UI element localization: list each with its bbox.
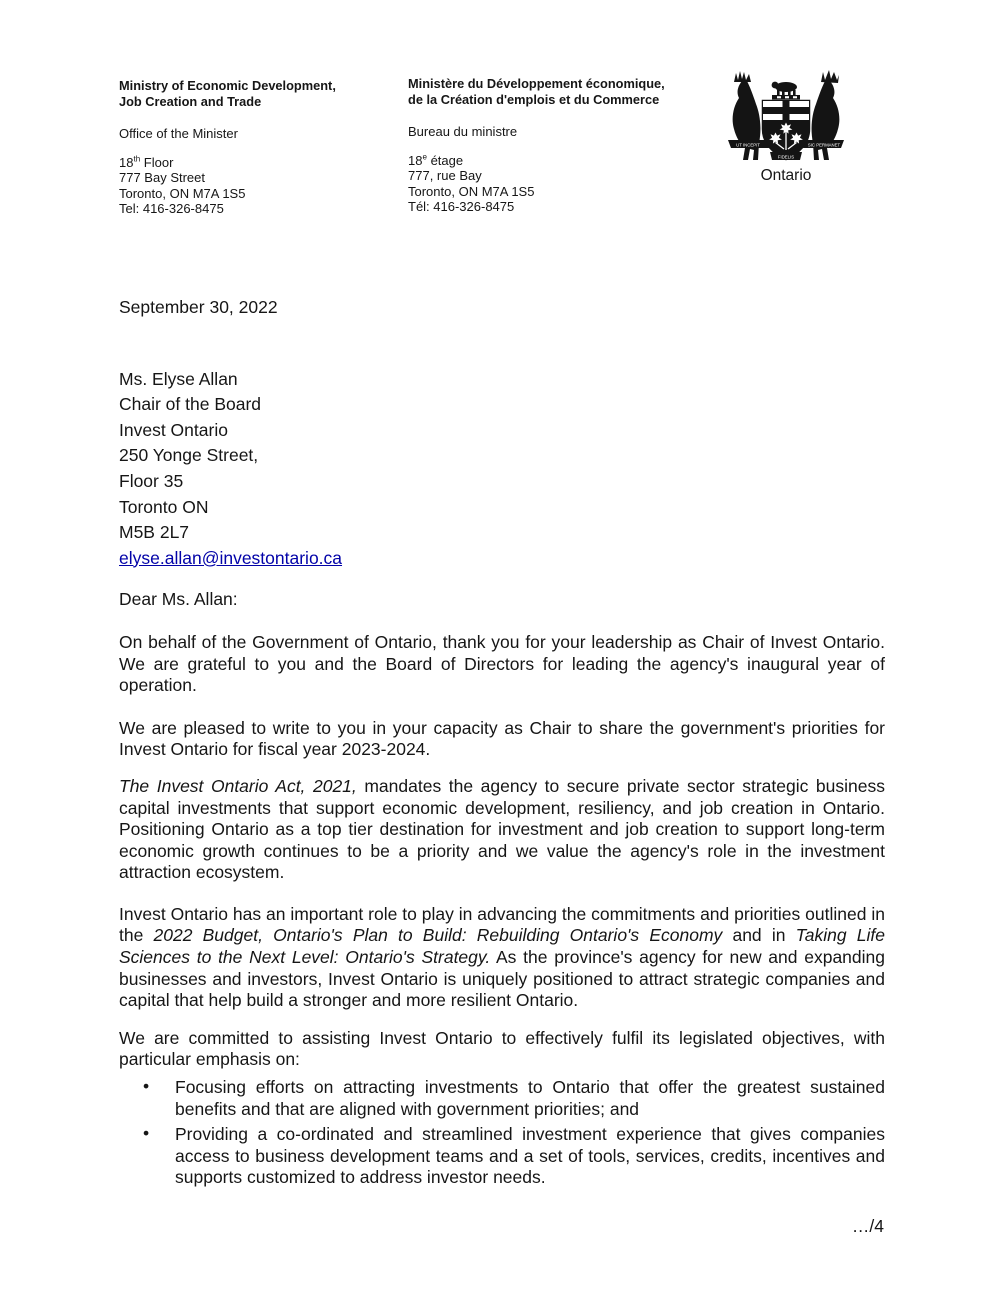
recipient-postal-code: M5B 2L7 bbox=[119, 522, 190, 543]
list-item bbox=[119, 1124, 885, 1189]
recipient-city: Toronto ON bbox=[119, 496, 209, 517]
ontario-coat-of-arms-icon bbox=[725, 68, 847, 186]
priority-bullet-list bbox=[119, 1077, 885, 1189]
paragraph-mandate: The Invest Ontario Act, 2021, mandates the agency to secure private sector strategic business capital investments that support economic development, resiliency, and job creation in Ontario. Positioning Ontario as a top tier destination for investment and job creation to support long-term economic growth continues to be a priority and we value the agency's role in the investment attraction ecosystem. bbox=[119, 775, 885, 883]
shield bbox=[763, 101, 809, 159]
ministry-name-en-line1: Ministry of Economic Development, bbox=[119, 78, 336, 93]
bullet-icon: • bbox=[143, 1123, 150, 1144]
motto-right-text: SIC PERMANET bbox=[807, 142, 841, 148]
office-street-en: 777 Bay Street bbox=[119, 170, 205, 185]
recipient-title: Chair of the Board bbox=[119, 394, 262, 415]
office-floor-fr: 18e étage bbox=[408, 152, 464, 168]
paragraph-priorities: Invest Ontario has an important role to play in advancing the commitments and priorities outlined in the 2022 Budget, Ontario's Plan to Build: Rebuilding Ontario's Economy and in Taking Life Sciences to the Next Level: Ontario's Strategy. As the province's agency for new and expanding businesses and investors, Invest Ontario is uniquely positioned to attract strategic companies and capital that help build a stronger and more resilient Ontario. bbox=[119, 903, 886, 1011]
page-continuation-marker: …/4 bbox=[851, 1216, 884, 1236]
office-phone-fr: Tél: 416-326-8475 bbox=[408, 199, 515, 214]
ministry-name-fr-line1: Ministère du Développement économique, bbox=[408, 76, 665, 91]
ontario-logo bbox=[725, 68, 847, 186]
bullet-text-1: Focusing efforts on attracting investments to Ontario that offer the greatest sustained benefits and that are aligned with government priorities; and bbox=[175, 1077, 885, 1119]
letterhead-french bbox=[408, 76, 708, 215]
recipient-address-block bbox=[119, 367, 885, 572]
paragraph-thanks: On behalf of the Government of Ontario, thank you for your leadership as Chair of Invest Ontario. We are grateful to you and the Board of Directors for leading the agency's inaugural year of operation. bbox=[119, 631, 885, 696]
letter-body bbox=[119, 297, 885, 1189]
recipient-email-link[interactable]: elyse.allan@investontario.ca bbox=[119, 547, 343, 568]
recipient-organization: Invest Ontario bbox=[119, 419, 228, 440]
office-of-minister-en: Office of the Minister bbox=[119, 126, 238, 141]
office-floor-en: 18th Floor bbox=[119, 154, 174, 170]
paragraph-purpose: We are pleased to write to you in your capacity as Chair to share the government's priorities for Invest Ontario for fiscal year 2023-2024. bbox=[119, 717, 885, 760]
office-city-fr: Toronto, ON M7A 1S5 bbox=[408, 183, 535, 199]
bullet-text-2: Providing a co-ordinated and streamlined investment experience that gives companies access to business development teams and a set of tools, services, credits, incentives and supports customized to address investor needs. bbox=[175, 1124, 885, 1188]
motto-center-text: FIDELIS bbox=[777, 154, 795, 160]
bear-crest bbox=[772, 82, 800, 100]
office-street-fr: 777, rue Bay bbox=[408, 168, 482, 183]
office-city-en: Toronto, ON M7A 1S5 bbox=[119, 185, 246, 201]
bullet-icon: • bbox=[143, 1076, 150, 1097]
ministry-name-fr-line2: de la Création d'emplois et du Commerce bbox=[408, 92, 660, 107]
ministry-name-en-line2: Job Creation and Trade bbox=[119, 94, 262, 109]
office-phone-en: Tel: 416-326-8475 bbox=[119, 201, 224, 216]
ontario-wordmark: Ontario bbox=[760, 167, 812, 184]
recipient-name: Ms. Elyse Allan bbox=[119, 368, 238, 389]
office-of-minister-fr: Bureau du ministre bbox=[408, 124, 518, 139]
recipient-floor: Floor 35 bbox=[119, 470, 184, 491]
paragraph-commitment: We are committed to assisting Invest Ontario to effectively fulfil its legislated objectives, with particular emphasis on: bbox=[119, 1027, 885, 1070]
letter-date: September 30, 2022 bbox=[119, 297, 278, 317]
list-item bbox=[119, 1077, 885, 1120]
motto-left-text: UT INCEPIT bbox=[736, 142, 760, 148]
letterhead-english bbox=[119, 78, 397, 217]
salutation: Dear Ms. Allan: bbox=[119, 589, 238, 610]
recipient-street: 250 Yonge Street, bbox=[119, 445, 259, 466]
